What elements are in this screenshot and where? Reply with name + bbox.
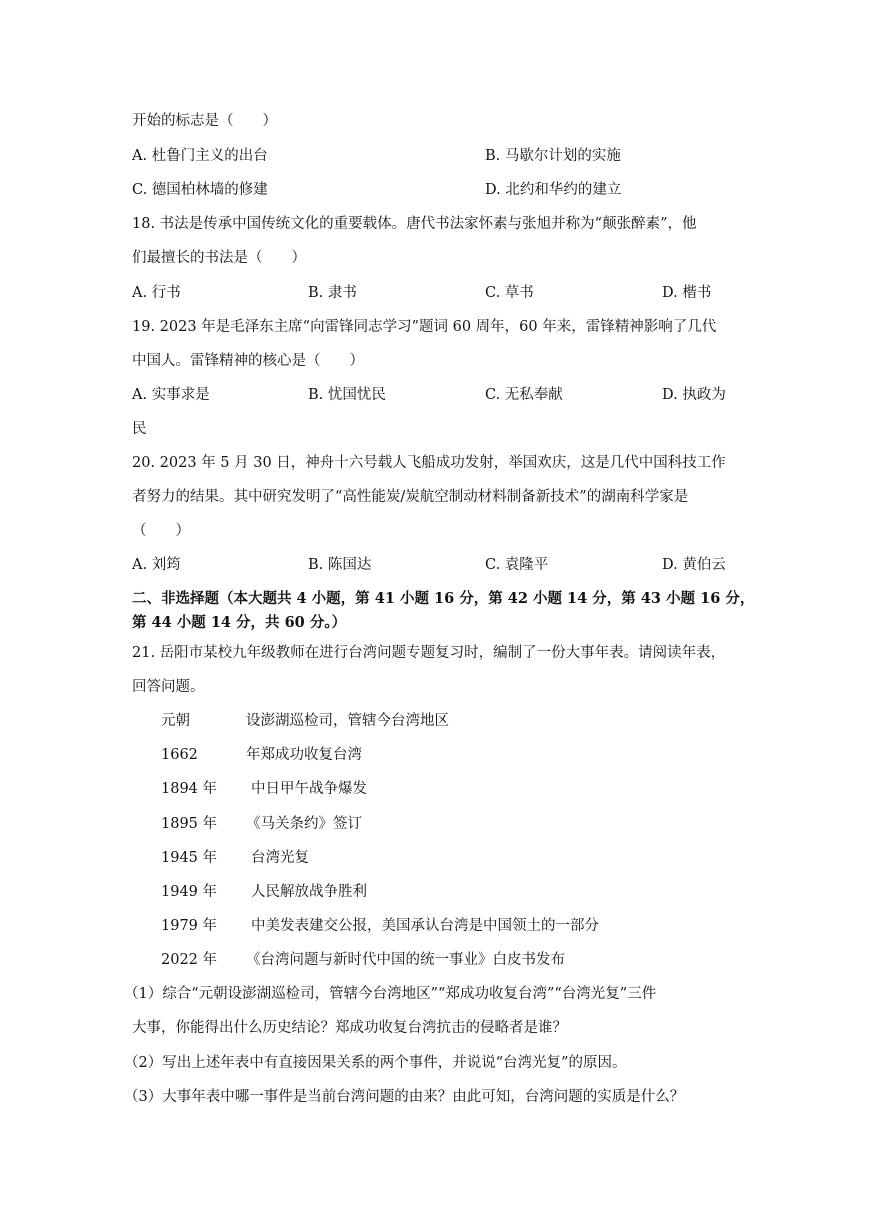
q17-option-a: A. 杜鲁门主义的出台: [132, 148, 268, 164]
q20-stem-line2: 者努力的结果。其中研究发明了“高性能炭/炭航空制动材料制备新技术”的湖南科学家是: [132, 489, 689, 505]
q19-option-c: C. 无私奉献: [485, 387, 563, 403]
q19-stem-line1: 19. 2023 年是毛泽东主席“向雷锋同志学习”题词 60 周年，60 年来，雷锋精神影响了几代: [132, 319, 717, 335]
q18-stem-line1: 18. 书法是传承中国传统文化的重要载体。唐代书法家怀素与张旭并称为“颠张醉素”，他: [132, 216, 697, 232]
q20-stem-line3: （ ）: [132, 523, 190, 539]
q19-stem-line2: 中国人。雷锋精神的核心是（ ）: [132, 353, 364, 369]
timeline-year: 元朝: [161, 713, 190, 729]
q21-sub1-line1: （1）综合“元朝设澎湖巡检司，管辖今台湾地区”“郑成功收复台湾”“台湾光复”三件: [124, 986, 657, 1002]
timeline-year: 2022 年: [161, 952, 218, 968]
timeline-event: 中美发表建交公报，美国承认台湾是中国领土的一部分: [251, 918, 599, 934]
q18-option-b: B. 隶书: [308, 285, 357, 301]
q20-option-c: C. 袁隆平: [485, 557, 549, 573]
timeline-year: 1662: [161, 747, 198, 763]
q19-option-d: D. 执政为: [662, 387, 726, 403]
q18-option-c: C. 草书: [485, 285, 534, 301]
q19-option-d-wrap: 民: [132, 421, 147, 437]
q21-stem-line2: 回答问题。: [132, 679, 205, 695]
timeline-year: 1979 年: [161, 918, 218, 934]
q21-sub1-line2: 大事，你能得出什么历史结论？郑成功收复台湾抗击的侵略者是谁？: [132, 1020, 567, 1036]
q18-option-d: D. 楷书: [662, 285, 712, 301]
q21-sub3: （3）大事年表中哪一事件是当前台湾问题的由来？由此可知，台湾问题的实质是什么？: [124, 1089, 685, 1105]
timeline-event: 年郑成功收复台湾: [246, 747, 362, 763]
section2-heading-line1: 二、非选择题（本大题共 4 小题，第 41 小题 16 分，第 42 小题 14 分，第 43 小题 16 分，: [132, 590, 755, 607]
q17-option-c: C. 德国柏林墙的修建: [132, 182, 268, 198]
timeline-event: 《马关条约》签订: [246, 816, 362, 832]
q21-sub2: （2）写出上述年表中有直接因果关系的两个事件，并说说“台湾光复”的原因。: [124, 1055, 627, 1071]
section2-heading-line2: 第 44 小题 14 分，共 60 分。）: [132, 614, 347, 631]
timeline-event: 中日甲午战争爆发: [251, 781, 367, 797]
timeline-year: 1945 年: [161, 850, 218, 866]
q21-stem-line1: 21. 岳阳市某校九年级教师在进行台湾问题专题复习时，编制了一份大事年表。请阅读年表，: [132, 645, 726, 661]
q20-option-a: A. 刘筠: [132, 557, 181, 573]
timeline-year: 1949 年: [161, 884, 218, 900]
q19-option-b: B. 忧国忧民: [308, 387, 386, 403]
timeline-year: 1894 年: [161, 781, 218, 797]
q20-option-d: D. 黄伯云: [662, 557, 726, 573]
q19-option-a: A. 实事求是: [132, 387, 210, 403]
q18-option-a: A. 行书: [132, 285, 181, 301]
timeline-event: 人民解放战争胜利: [251, 884, 367, 900]
timeline-year: 1895 年: [161, 816, 218, 832]
q18-stem-line2: 们最擅长的书法是（ ）: [132, 250, 306, 266]
q20-option-b: B. 陈国达: [308, 557, 372, 573]
timeline-event: 台湾光复: [251, 850, 309, 866]
q17-option-b: B. 马歇尔计划的实施: [485, 148, 621, 164]
q17-option-d: D. 北约和华约的建立: [485, 182, 622, 198]
q17-stem-tail: 开始的标志是（ ）: [132, 113, 277, 129]
timeline-event: 设澎湖巡检司，管辖今台湾地区: [246, 713, 449, 729]
timeline-event: 《台湾问题与新时代中国的统一事业》白皮书发布: [246, 952, 565, 968]
q20-stem-line1: 20. 2023 年 5 月 30 日，神舟十六号载人飞船成功发射，举国欢庆，这是几代中国科技工作: [132, 455, 726, 471]
